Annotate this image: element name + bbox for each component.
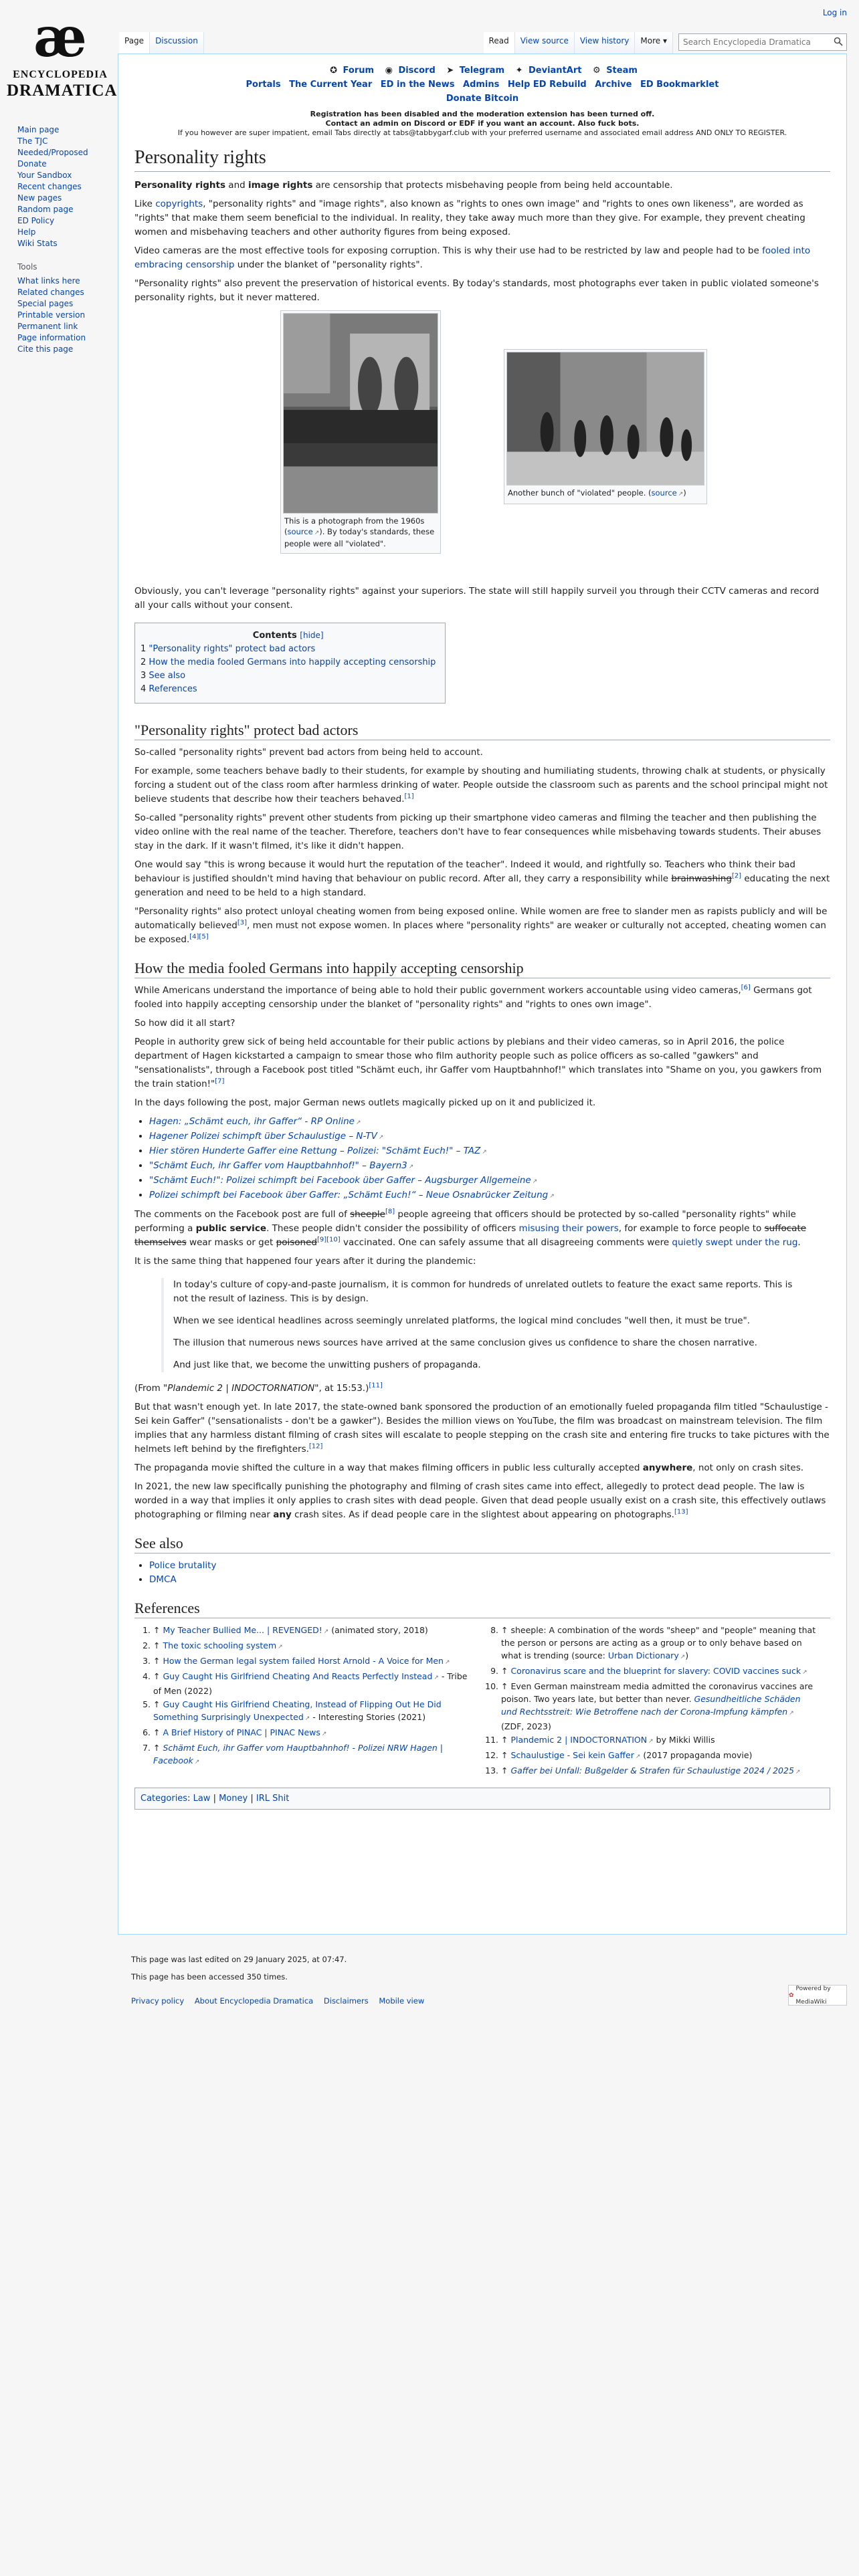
reference-item: 13. ↑ Gaffer bei Unfall: Bußgelder & Strafen für Schaulustige 2024 / 2025 ↗	[501, 1764, 817, 1779]
reference-item: 12. ↑ Schaulustige - Sei kein Gaffer ↗ (2017 propaganda movie)	[501, 1749, 817, 1763]
notice-link[interactable]: Admins	[463, 80, 500, 90]
tab-page[interactable]: Page	[119, 32, 150, 53]
notice-row1	[134, 64, 830, 78]
toc-title: Contents [hide]	[252, 631, 324, 641]
reference-item: 9. ↑ Coronavirus scare and the blueprint for slavery: COVID vaccines suck ↗	[501, 1665, 817, 1679]
reference-link[interactable]: Coronavirus scare and the blueprint for slavery: COVID vaccines suck ↗	[510, 1666, 807, 1676]
deviantart-link[interactable]: ✦ DeviantArt	[515, 66, 582, 76]
ref-sup[interactable]: [12]	[308, 1442, 323, 1451]
reference-item: 7. ↑ Schämt Euch, ihr Gaffer vom Hauptbahnhof! - Polizei NRW Hagen | Facebook ↗	[153, 1741, 469, 1769]
reference-link[interactable]: Guy Caught His Girlfriend Cheating And Reacts Perfectly Instead ↗	[163, 1671, 439, 1681]
quote-line: The illusion that numerous news sources have arrived at the same conclusion gives us confidence to share the chosen narrative.	[173, 1337, 757, 1348]
references-right	[482, 1624, 830, 1780]
references-left	[134, 1624, 482, 1780]
news-item[interactable]: • Hagener Polizei schimpft über Schaulustige – N-TV ↗	[149, 1130, 830, 1144]
footer-link[interactable]: Privacy policy	[131, 1996, 185, 2006]
quote-source: (From "Plandemic 2 | INDOCTORNATION", at 15:53.)[11]	[134, 1382, 383, 1394]
toc-hide-toggle[interactable]: [hide]	[300, 631, 324, 640]
category-links: Categories: Law | Money | IRL Shit	[134, 1788, 830, 1810]
tab-view-source[interactable]: View source	[515, 32, 575, 53]
s2-p2: So how did it all start?	[134, 1018, 235, 1029]
tab-read[interactable]: Read	[484, 32, 515, 53]
page-title: Personality rights	[134, 146, 830, 172]
search-input[interactable]	[678, 33, 847, 51]
forum-icon: ✪	[330, 66, 337, 76]
sidebar-tool[interactable]: Page information	[17, 333, 86, 342]
notice-line1: Registration has been disabled and the moderation extension has been turned off.	[310, 110, 655, 118]
photo-violated[interactable]	[506, 352, 704, 486]
section-heading-references: References	[134, 1599, 830, 1618]
deviantart-icon: ✦	[515, 66, 523, 76]
toc-item[interactable]: 2 How the media fooled Germans into happily accepting censorship	[140, 657, 436, 667]
s2-p5: The comments on the Facebook post are full of sheeple[8] people agreeing that officers should be protected by so-called "personality rights" while performing a public service. These people didn't consider the possibility of officers misusing their powers, for example to force people to suffocate themselves wear masks or get poisoned[9][10] vaccinated. One can safely assume that all disagreeing comments were quietly swept under the rug.	[134, 1208, 807, 1248]
login-link[interactable]: Log in	[822, 8, 847, 17]
after-thumbs: Obviously, you can't leverage "personality rights" against your superiors. The state will still happily surveil you through their CCTV cameras and record all your calls without your consent.	[134, 586, 820, 611]
ref-sup[interactable]: [1]	[404, 792, 414, 800]
powered-by-mediawiki-badge[interactable]: ✿ Powered by MediaWiki	[788, 1985, 847, 2006]
donate-bitcoin-link[interactable]: Donate Bitcoin	[446, 94, 519, 104]
sidebar-tool[interactable]: Permanent link	[17, 322, 78, 331]
tab-view-history[interactable]: View history	[575, 32, 636, 53]
sidebar-item[interactable]: The TJC	[17, 136, 48, 146]
s2-p3: People in authority grew sick of being held accountable for their public actions by plebians and their video cameras, so in April 2016, the police department of Hagen kickstarted a campaign to smear those who film authority people such as police officers as so-called "gawkers" and "sensationalists", through a Facebook post titled "Schämt euch, ihr Gaffer vom Hauptbahnhof!" which translates into "Shame on you, you gawkers from the train station!"[7]	[134, 1037, 822, 1089]
quote-line: When we see identical headlines across seemingly unrelated platforms, the logical mind concludes "well then, it must be true".	[173, 1315, 751, 1326]
ref-sup[interactable]: [2]	[731, 872, 742, 880]
thumb-1960s-source[interactable]: source ↗	[288, 527, 320, 536]
ref-sup[interactable]: [6]	[741, 984, 751, 992]
s2-p6: It is the same thing that happened four years after it during the plandemic:	[134, 1256, 476, 1267]
s1-p3: So-called "personality rights" prevent other students from picking up their smartphone video cameras and filming the teacher and then publishing the video online with the real name of the teacher. Therefore, teachers don't have to fear consequences while misbehaving towards students. Their abuses stay in the dark. If it wasn't filmed, it's like it didn't happen.	[134, 813, 822, 851]
sidebar-item[interactable]: Main page	[17, 125, 60, 134]
footer-link[interactable]: About Encyclopedia Dramatica	[194, 1996, 314, 2006]
news-item[interactable]: • Polizei schimpft bei Facebook über Gaffer: „Schämt Euch!“ – Neue Osnabrücker Zeitung ↗	[149, 1188, 830, 1203]
notice-link[interactable]: Help ED Rebuild	[507, 80, 587, 90]
toc-item[interactable]: 3 See also	[140, 671, 186, 681]
reference-link[interactable]: Urban Dictionary ↗	[608, 1650, 685, 1660]
ref-sup[interactable]: [3]	[237, 919, 248, 927]
reference-link[interactable]: Schämt Euch, ihr Gaffer vom Hauptbahnhof! - Polizei NRW Hagen | Facebook ↗	[153, 1743, 443, 1765]
reference-link[interactable]: The toxic schooling system ↗	[163, 1640, 282, 1650]
quote-line: In today's culture of copy-and-paste journalism, it is common for hundreds of unrelated outlets to feature the exact same reports. This is not the result of laziness. This is by design.	[173, 1279, 793, 1304]
sidebar-tools	[17, 276, 118, 354]
quote-block	[161, 1278, 803, 1372]
footer-link[interactable]: Disclaimers	[323, 1996, 369, 2006]
sidebar-item[interactable]: ED Policy	[17, 216, 55, 225]
reference-item: 3. ↑ How the German legal system failed Horst Arnold - A Voice for Men ↗	[153, 1654, 469, 1669]
s1-p2: For example, some teachers behave badly to their students, for example by shouting and humiliating students, throwing chalk at students, or physically forcing a student out of the class room after harmless drinking of water. People outside the classroom such as parents and the school principal might not believe students that describe how their teachers behaved.[1]	[134, 766, 828, 804]
reference-item: 4. ↑ Guy Caught His Girlfriend Cheating And Reacts Perfectly Instead ↗ - Tribe of Men (2022)	[153, 1670, 469, 1697]
see-also-list	[149, 1559, 830, 1587]
notice-row2	[134, 78, 830, 92]
discord-icon: ◉	[385, 66, 393, 76]
reference-item: 11. ↑ Plandemic 2 | INDOCTORNATION ↗ by Mikki Willis	[501, 1733, 817, 1748]
thumb-violated-source[interactable]: source ↗	[652, 488, 684, 498]
mediawiki-icon: ✿	[789, 1992, 794, 1999]
telegram-icon: ➤	[446, 66, 454, 76]
ref-sup[interactable]: [7]	[215, 1077, 225, 1085]
s2-p7: But that wasn't enough yet. In late 2017, the state-owned bank sponsored the production of an emotionally fueled propaganda film titled "Schaulustige - Sei kein Gaffer" ("sensationalists - don't be a gawker"). Besides the million views on YouTube, the film was broadcast on mainstream television. The film implies that any harmless distant filming of crash sites will escalate to people stepping on the crash site and entering fire trucks to take pictures with the helmets left behind by the firefighters.[12]	[134, 1402, 830, 1455]
s2-p9: In 2021, the new law specifically punishing the photography and filming of crash sites came into effect, allegedly to protect dead people. The law is worded in a way that implies it only applies to crash sites with dead people. Given that dead people usually exist on a crash site, this effectively outlaws photographing or filming near any crash sites. As if dead people care in the slightest about appearing on photographs.[13]	[134, 1481, 826, 1520]
footer	[131, 1953, 847, 2008]
notice-link[interactable]: ED Bookmarklet	[640, 80, 719, 90]
sidebar-nav	[17, 124, 118, 249]
logo-symbol: æ	[33, 5, 87, 70]
tab-more[interactable]: More ▾	[635, 32, 673, 53]
ref-sup[interactable]: [8]	[385, 1208, 395, 1216]
fooled-link[interactable]: fooled into embracing censorship	[134, 245, 811, 270]
sidebar-item[interactable]: Recent changes	[17, 182, 82, 191]
table-of-contents	[134, 623, 446, 704]
ref-sup[interactable]: [13]	[674, 1508, 688, 1516]
reference-item: 8. ↑ sheeple: A combination of the words "sheep" and "people" meaning that the person or persons are acting as a group or to only behave based on what is trending (source: Urban Dictionary ↗ )	[501, 1624, 817, 1664]
reference-item: 2. ↑ The toxic schooling system ↗	[153, 1639, 469, 1654]
forum-link[interactable]: ✪ Forum	[330, 66, 375, 76]
reference-link[interactable]: My Teacher Bullied Me... | REVENGED! ↗	[163, 1625, 328, 1635]
logo-line2: DRAMATICA	[7, 82, 118, 100]
reference-link[interactable]: Gesundheitliche Schäden und Rechtsstreit: Wie Betroffene nach der Corona-Impfung kämpfen ↗	[501, 1694, 801, 1717]
notice-link[interactable]: The Current Year	[289, 80, 373, 90]
steam-icon: ⚙	[593, 66, 601, 76]
reference-link[interactable]: How the German legal system failed Horst Arnold - A Voice for Men ↗	[163, 1656, 450, 1666]
thumb-1960s	[280, 310, 441, 554]
sidebar-item[interactable]: Your Sandbox	[17, 171, 72, 180]
toc-item[interactable]: 4 References	[140, 684, 197, 694]
category-link[interactable]: Money	[219, 1794, 248, 1804]
logo-line1: ENCYCLOPEDIA	[13, 69, 108, 80]
s1-p4: One would say "this is wrong because it would hurt the reputation of the teacher". Indeed it would, and rightfully so. Teachers who think their bad behaviour is justified shouldn't mind having that behaviour on public record. After all, they carry a responsibility while brainwashing[2] educating the next generation and need to be held to a high standard.	[134, 859, 830, 898]
reference-link[interactable]: Guy Caught His Girlfriend Cheating, Instead of Flipping Out He Did Something Surprisingly Unexpected ↗	[153, 1699, 442, 1722]
footer-link[interactable]: Mobile view	[379, 1996, 425, 2006]
news-item[interactable]: • "Schämt Euch, ihr Gaffer vom Hauptbahnhof!" – Bayern3 ↗	[149, 1159, 830, 1174]
intro-p3: Video cameras are the most effective tools for exposing corruption. This is why their use had to be restricted by law and people had to be fooled into embracing censorship under the blanket of "personality rights".	[134, 245, 811, 270]
thumb-violated-caption: Another bunch of "violated" people. (source ↗ )	[506, 486, 704, 502]
s1-p1: So-called "personality rights" prevent bad actors from being held to account.	[134, 747, 483, 758]
s2-p8: The propaganda movie shifted the culture in a way that makes filming officers in public less culturally accepted anywhere, not only on crash sites.	[134, 1463, 804, 1473]
reference-item: 10. ↑ Even German mainstream media admitted the coronavirus vaccines are poison. Two years late, but better than never. Gesundheitliche Schäden und Rechtsstreit: Wie Betroffene nach der Corona-Impfung kämpfen ↗ (ZDF, 2023)	[501, 1680, 817, 1733]
notice-link[interactable]: ED in the News	[380, 80, 455, 90]
reference-item: 6. ↑ A Brief History of PINAC | PINAC News ↗	[153, 1726, 469, 1741]
copyrights-link[interactable]: copyrights	[155, 199, 203, 209]
footer-last-edited: This page was last edited on 29 January 2025, at 07:47.	[131, 1955, 347, 1964]
sidebar-tool[interactable]: Related changes	[17, 288, 84, 297]
namespace-tabs	[119, 32, 204, 53]
tab-discussion[interactable]: Discussion	[150, 32, 204, 53]
section-heading-media: How the media fooled Germans into happily accepting censorship	[134, 959, 830, 978]
s1-p5: "Personality rights" also protect unloyal cheating women from being exposed online. While women are free to slander men as rapists publicly and will be automatically believed[3], men must not expose women. In places where "personality rights" are weaker or culturally not accepted, cheating women can be exposed.[4][5]	[134, 906, 828, 945]
reference-link[interactable]: Gaffer bei Unfall: Bußgelder & Strafen für Schaulustige 2024 / 2025 ↗	[510, 1765, 800, 1776]
steam-link[interactable]: ⚙ Steam	[593, 66, 638, 76]
swept-under-rug-link[interactable]: quietly swept under the rug	[672, 1237, 798, 1248]
sidebar-item[interactable]: Random page	[17, 205, 74, 214]
news-item[interactable]: • Hier stören Hunderte Gaffer eine Rettung – Polizei: "Schämt Euch!" – TAZ ↗	[149, 1144, 830, 1159]
see-also-item[interactable]: • Police brutality	[149, 1559, 830, 1573]
notice-line3: If you however are super impatient, email Tabs directly at tabs@tabbygarf.club with your preferred username and associated email address AND ONLY TO REGISTER.	[177, 128, 787, 137]
sidebar-item[interactable]: New pages	[17, 193, 62, 203]
ref-sup[interactable]: [4][5]	[189, 933, 209, 941]
notice-line2: Contact an admin on Discord or EDF if you want an account. Also fuck bots.	[325, 119, 640, 128]
sidebar-tool[interactable]: Printable version	[17, 310, 86, 320]
news-item[interactable]: • "Schämt Euch!": Polizei schimpft bei Facebook über Gaffer – Augsburger Allgemeine ↗	[149, 1174, 830, 1188]
discord-link[interactable]: ◉ Discord	[385, 66, 436, 76]
category-link[interactable]: Law	[193, 1794, 211, 1804]
sidebar-item[interactable]: Needed/Proposed	[17, 148, 88, 157]
references-list	[134, 1624, 830, 1780]
reference-item: 1. ↑ My Teacher Bullied Me... | REVENGED! ↗ (animated story, 2018)	[153, 1624, 469, 1638]
sidebar-item[interactable]: Help	[17, 227, 36, 237]
news-item[interactable]: • Hagen: „Schämt euch, ihr Gaffer“ - RP Online ↗	[149, 1115, 830, 1130]
ref-sup[interactable]: [11]	[369, 1382, 383, 1390]
sidebar-tool[interactable]: Special pages	[17, 299, 74, 308]
ref-sup[interactable]: [9][10]	[316, 1236, 341, 1244]
section-heading-see-also: See also	[134, 1534, 830, 1553]
sidebar-item[interactable]: Donate	[17, 159, 47, 169]
category-link[interactable]: IRL Shit	[256, 1794, 290, 1804]
footer-links	[131, 1994, 847, 2008]
misusing-powers-link[interactable]: misusing their powers	[518, 1223, 619, 1234]
section-heading-bad-actors: "Personality rights" protect bad actors	[134, 721, 830, 740]
categories-label[interactable]: Categories	[140, 1794, 188, 1804]
site-notice	[134, 64, 830, 138]
sidebar-item[interactable]: Wiki Stats	[17, 239, 58, 248]
notice-link[interactable]: Portals	[246, 80, 281, 90]
intro-p1: Personality rights and image rights are censorship that protects misbehaving people from being held accountable.	[134, 180, 673, 191]
notice-link[interactable]: Archive	[595, 80, 632, 90]
quote-line: And just like that, we become the unwitting pushers of propaganda.	[173, 1360, 481, 1370]
reference-link[interactable]: A Brief History of PINAC | PINAC News ↗	[163, 1727, 326, 1737]
s2-p4: In the days following the post, major German news outlets magically picked up on it and publicized it.	[134, 1097, 596, 1108]
search-icon[interactable]	[834, 37, 843, 46]
toc-item[interactable]: 1 "Personality rights" protect bad actors	[140, 644, 316, 654]
site-logo[interactable]	[7, 5, 118, 108]
intro-p2: Like copyrights, "personality rights" and "image rights", also known as "rights to ones own image" and "rights to ones own likeness", are worded as "rights" that make them seem beneficial to the individual. In reality, they take away much more than they give. For example, they prevent cheating women and misbehaving teachers and other authority figures from being exposed.	[134, 199, 805, 237]
footer-accessed: This page has been accessed 350 times.	[131, 1972, 288, 1981]
reference-link[interactable]: Schaulustige - Sei kein Gaffer ↗	[510, 1750, 640, 1760]
sidebar	[17, 124, 118, 355]
tools-heading: Tools	[17, 262, 37, 272]
reference-link[interactable]: Plandemic 2 | INDOCTORNATION ↗	[510, 1735, 653, 1745]
thumbnails	[134, 310, 830, 571]
thumb-violated	[504, 349, 707, 504]
s2-p1: While Americans understand the importance of being able to hold their public government workers accountable using video cameras,[6] Germans got fooled into happily accepting censorship under the blanket of "personality rights" and "rights to ones own image".	[134, 984, 812, 1010]
sidebar-tool[interactable]: What links here	[17, 276, 80, 286]
sidebar-tool[interactable]: Cite this page	[17, 344, 74, 354]
photo-1960s[interactable]	[283, 313, 438, 514]
view-tabs	[484, 32, 847, 53]
content	[118, 53, 847, 1935]
thumb-1960s-caption: This is a photograph from the 1960s (source ↗ ). By today's standards, these people were all "violated".	[283, 514, 438, 551]
intro-p4: "Personality rights" also prevent the preservation of historical events. By today's standards, most photographs ever taken in public violated someone's personality rights, but it never mattered.	[134, 278, 819, 303]
see-also-item[interactable]: • DMCA	[149, 1573, 830, 1587]
reference-item: 5. ↑ Guy Caught His Girlfriend Cheating, Instead of Flipping Out He Did Something Surprisingly Unexpected ↗ - Interesting Stories (2021)	[153, 1698, 469, 1725]
telegram-link[interactable]: ➤ Telegram	[446, 66, 505, 76]
news-list	[149, 1115, 830, 1203]
